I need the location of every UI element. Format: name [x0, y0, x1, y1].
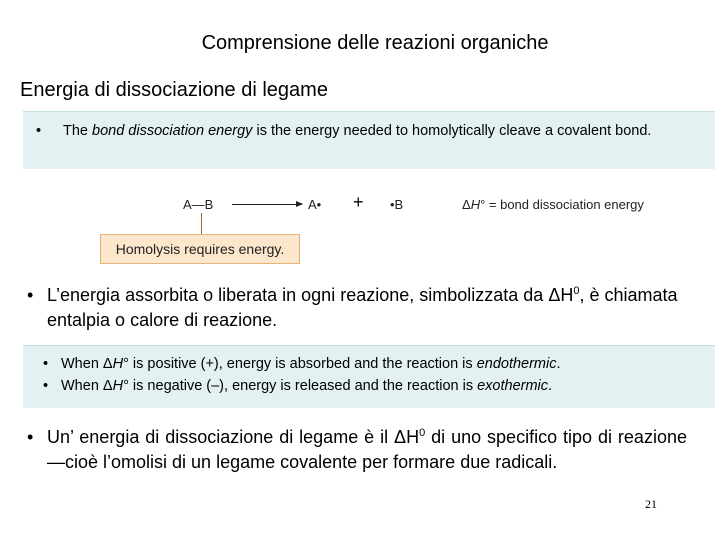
bullet-enthalpy-text	[47, 283, 707, 333]
reactant-ab: A—B	[183, 197, 214, 212]
degree-symbol: °	[480, 197, 486, 212]
degree-symbol: °	[123, 378, 129, 394]
reaction-arrow	[232, 204, 302, 205]
text-segment: .	[556, 356, 561, 372]
plus-sign: +	[353, 192, 364, 212]
text-segment: When	[61, 356, 103, 372]
definition-post: is the energy needed to homolytically cleave a covalent bond.	[252, 123, 652, 139]
homolysis-callout	[100, 234, 300, 264]
text-segment: di uno specifico tipo di reazione—cioè l’omolisi di un legame covalente per formare due radicali.	[47, 427, 687, 472]
delta-symbol: Δ	[462, 197, 471, 212]
radical-a: A•	[308, 197, 322, 212]
text-segment: , è chiamata entalpia o calore di reazione.	[47, 285, 678, 330]
term-exothermic: exothermic	[477, 378, 549, 394]
condition-negative-text	[61, 377, 701, 395]
bullet: •	[43, 378, 49, 394]
h-symbol: H	[406, 427, 420, 447]
definition-sentence	[63, 121, 703, 142]
h-symbol: H	[560, 285, 574, 305]
definition-term: bond dissociation energy	[92, 123, 253, 139]
bullet-bond-dissociation-text	[47, 425, 687, 475]
delta-h-label	[462, 197, 644, 212]
bullet-enthalpy	[27, 283, 707, 333]
text-segment: Un’ energia di dissociazione di legame è il	[47, 427, 395, 447]
h-symbol: H	[112, 356, 124, 372]
callout-connector	[201, 213, 202, 235]
definition-box	[23, 111, 715, 169]
bullet: •	[27, 285, 34, 305]
text-segment: .	[548, 378, 553, 394]
h-symbol: H	[470, 197, 481, 212]
slide-subtitle: Energia di dissociazione di legame	[20, 79, 328, 101]
conditions-box	[23, 345, 715, 408]
superscript-zero: 0	[419, 427, 426, 439]
bullet: •	[27, 427, 34, 447]
text-segment: is negative (–), energy is released and the reaction is	[128, 378, 478, 394]
superscript-zero: 0	[573, 285, 580, 297]
page-number: 21	[645, 497, 657, 511]
bullet-bond-dissociation	[27, 425, 687, 505]
condition-positive-text	[61, 355, 701, 373]
slide-title: Comprensione delle reazioni organiche	[201, 32, 549, 54]
h-symbol: H	[112, 378, 124, 394]
homolysis-callout-text: Homolysis requires energy.	[115, 241, 285, 257]
bullet: •	[36, 123, 42, 139]
delta-symbol: Δ	[102, 378, 113, 394]
delta-symbol: Δ	[394, 427, 407, 447]
delta-h-definition: = bond dissociation energy	[485, 197, 644, 212]
text-segment: L’energia assorbita o liberata in ogni reazione, simbolizzata da	[47, 285, 549, 305]
delta-symbol: Δ	[548, 285, 561, 305]
degree-symbol: °	[123, 356, 129, 372]
text-segment: is positive (+), energy is absorbed and the reaction is	[128, 356, 477, 372]
definition-pre: The	[63, 123, 93, 139]
text-segment: When	[61, 378, 103, 394]
radical-b: •B	[390, 197, 404, 212]
term-endothermic: endothermic	[476, 356, 557, 372]
delta-symbol: Δ	[102, 356, 113, 372]
bullet: •	[43, 356, 49, 372]
